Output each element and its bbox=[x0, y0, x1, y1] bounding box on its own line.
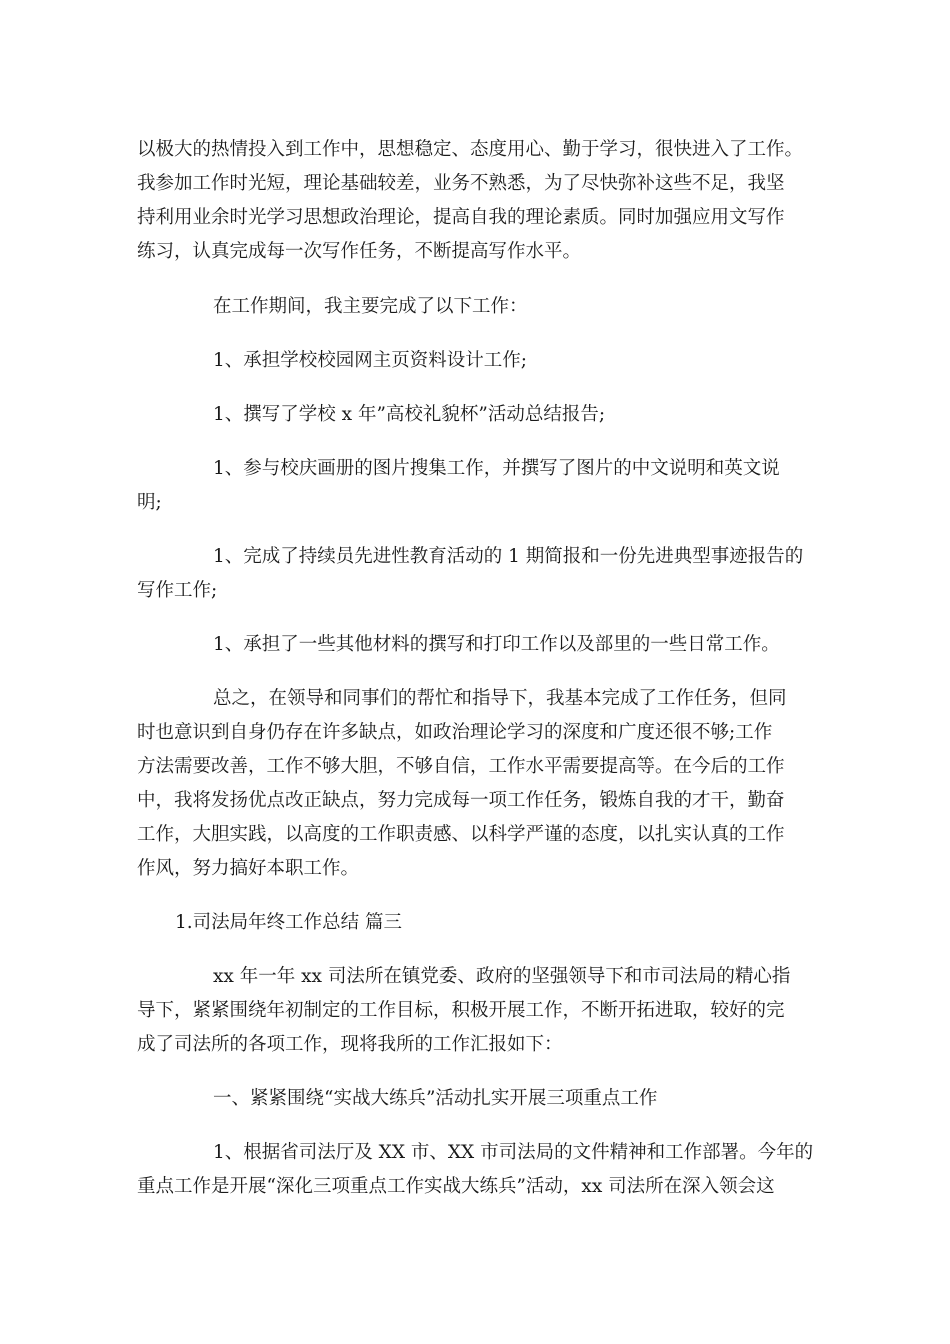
paragraph-line: 作风，努力搞好本职工作。 bbox=[137, 858, 360, 879]
paragraph-line: 中，我将发扬优点改正缺点，努力完成每一项工作任务，锻炼自我的才干，勤奋 bbox=[137, 790, 785, 811]
paragraph-line: 练习，认真完成每一次写作任务，不断提高写作水平。 bbox=[137, 241, 582, 262]
paragraph-line: 以极大的热情投入到工作中，思想稳定、态度用心、勤于学习，很快进入了工作。 bbox=[137, 139, 804, 160]
list-item: 1、承担学校校园网主页资料设计工作; bbox=[213, 350, 528, 371]
list-item: 1、撰写了学校 x 年”高校礼貌杯”活动总结报告; bbox=[213, 404, 606, 425]
list-item-continuation: 明; bbox=[137, 492, 162, 513]
paragraph-line: 我参加工作时光短，理论基础较差，业务不熟悉，为了尽快弥补这些不足，我坚 bbox=[137, 173, 785, 194]
paragraph-line: 工作，大胆实践，以高度的工作职责感、以科学严谨的态度，以扎实认真的工作 bbox=[137, 824, 785, 845]
paragraph-line: 总之，在领导和同事们的帮忙和指导下，我基本完成了工作任务，但同 bbox=[213, 688, 787, 709]
section-heading: 1.司法局年终工作总结 篇三 bbox=[175, 912, 403, 933]
subsection-heading: 一、紧紧围绕“实战大练兵”活动扎实开展三项重点工作 bbox=[213, 1088, 658, 1109]
paragraph-line: 方法需要改善，工作不够大胆，不够自信，工作水平需要提高等。在今后的工作 bbox=[137, 756, 785, 777]
paragraph-line: 在工作期间，我主要完成了以下工作： bbox=[213, 296, 528, 317]
paragraph-line: 导下，紧紧围绕年初制定的工作目标，积极开展工作，不断开拓进取，较好的完 bbox=[137, 1000, 785, 1021]
paragraph-line: 成了司法所的各项工作，现将我所的工作汇报如下： bbox=[137, 1034, 563, 1055]
list-item: 1、完成了持续员先进性教育活动的 1 期简报和一份先进典型事迹报告的 bbox=[213, 546, 804, 567]
paragraph-line: 1、根据省司法厅及 XX 市、XX 市司法局的文件精神和工作部署。今年的 bbox=[213, 1142, 814, 1163]
paragraph-line: xx 年一年 xx 司法所在镇党委、政府的坚强领导下和市司法局的精心指 bbox=[213, 966, 791, 987]
paragraph-line: 持利用业余时光学习思想政治理论，提高自我的理论素质。同时加强应用文写作 bbox=[137, 207, 785, 228]
list-item: 1、承担了一些其他材料的撰写和打印工作以及部里的一些日常工作。 bbox=[213, 634, 780, 655]
paragraph-line: 时也意识到自身仍存在许多缺点，如政治理论学习的深度和广度还很不够;工作 bbox=[137, 722, 773, 743]
list-item: 1、参与校庆画册的图片搜集工作，并撰写了图片的中文说明和英文说 bbox=[213, 458, 780, 479]
paragraph-line: 重点工作是开展“深化三项重点工作实战大练兵”活动，xx 司法所在深入领会这 bbox=[137, 1176, 775, 1197]
list-item-continuation: 写作工作; bbox=[137, 580, 218, 601]
